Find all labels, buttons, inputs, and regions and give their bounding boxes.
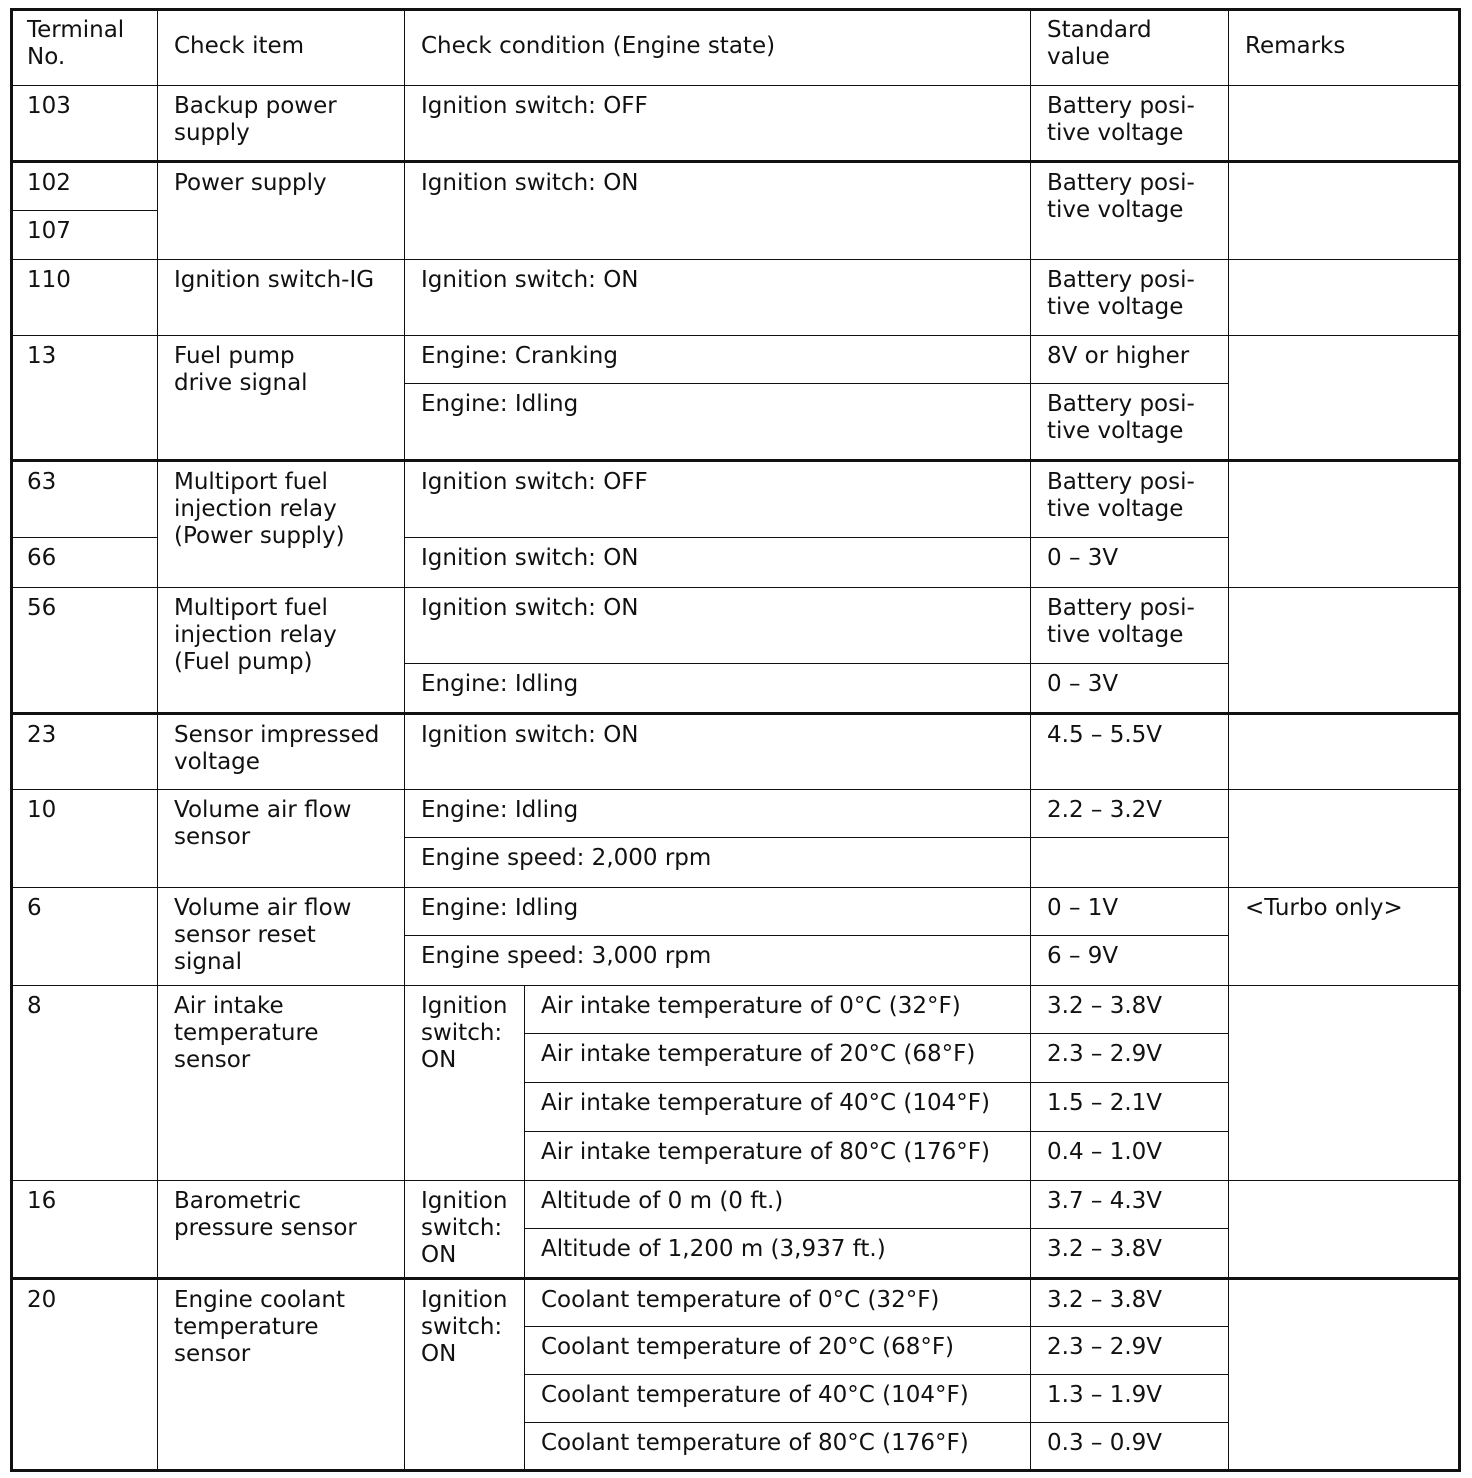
table-row: [12, 790, 1460, 838]
terminal-no: 66: [12, 538, 158, 588]
check-item: Ignition switch-IG: [158, 260, 405, 336]
standard-value: Battery posi- tive voltage: [1031, 384, 1229, 461]
check-item: Power supply: [158, 162, 405, 260]
ecu-terminal-check-table: [10, 8, 1461, 1472]
standard-value: 0.3 – 0.9V: [1031, 1423, 1229, 1471]
standard-value: 3.2 – 3.8V: [1031, 986, 1229, 1034]
remarks-cell: [1229, 86, 1460, 162]
table-row: [12, 986, 1460, 1034]
standard-value: 3.7 – 4.3V: [1031, 1181, 1229, 1229]
check-condition: Ignition switch: OFF: [405, 461, 1031, 538]
terminal-no: 63: [12, 461, 158, 538]
engine-state: Ignition switch: ON: [405, 1181, 525, 1279]
check-condition: Engine: Idling: [405, 664, 1031, 714]
remarks-cell: [1229, 790, 1460, 888]
remarks-cell: [1229, 714, 1460, 790]
check-condition: Ignition switch: ON: [405, 538, 1031, 588]
check-item: Backup power supply: [158, 86, 405, 162]
check-item: Air intake temperature sensor: [158, 986, 405, 1181]
check-condition: Ignition switch: ON: [405, 714, 1031, 790]
check-item: Fuel pump drive signal: [158, 336, 405, 461]
terminal-no: 110: [12, 260, 158, 336]
header-check-condition: Check condition (Engine state): [405, 10, 1031, 86]
check-condition: Coolant temperature of 0°C (32°F): [525, 1279, 1031, 1327]
check-condition: Air intake temperature of 20°C (68°F): [525, 1034, 1031, 1083]
header-row: [12, 10, 1460, 86]
check-item: Sensor impressed voltage: [158, 714, 405, 790]
remarks-cell: [1229, 260, 1460, 336]
standard-value: Battery posi- tive voltage: [1031, 260, 1229, 336]
terminal-no: 10: [12, 790, 158, 888]
check-condition: Air intake temperature of 40°C (104°F): [525, 1083, 1031, 1132]
standard-value: 3.2 – 3.8V: [1031, 1229, 1229, 1279]
terminal-no: 20: [12, 1279, 158, 1471]
check-condition: Ignition switch: ON: [405, 162, 1031, 260]
remarks-cell: [1229, 336, 1460, 461]
engine-state: Ignition switch: ON: [405, 986, 525, 1181]
standard-value: 0 – 3V: [1031, 664, 1229, 714]
remarks-turbo-only: <Turbo only>: [1229, 888, 1460, 986]
header-standard-value: Standard value: [1031, 10, 1229, 86]
check-condition: Air intake temperature of 0°C (32°F): [525, 986, 1031, 1034]
table-row: [12, 461, 1460, 538]
check-item: Barometric pressure sensor: [158, 1181, 405, 1279]
terminal-no: 107: [12, 211, 158, 260]
standard-value: Battery posi- tive voltage: [1031, 461, 1229, 538]
header-remarks: Remarks: [1229, 10, 1460, 86]
standard-value: Battery posi- tive voltage: [1031, 588, 1229, 664]
check-condition: Altitude of 1,200 m (3,937 ft.): [525, 1229, 1031, 1279]
standard-value: 6 – 9V: [1031, 936, 1229, 986]
table-row: [12, 1181, 1460, 1229]
standard-value: 2.2 – 3.2V: [1031, 790, 1229, 838]
standard-value: 4.5 – 5.5V: [1031, 714, 1229, 790]
terminal-no: 102: [12, 162, 158, 211]
header-terminal-no: Terminal No.: [12, 10, 158, 86]
remarks-cell: [1229, 1279, 1460, 1471]
standard-value: 1.5 – 2.1V: [1031, 1083, 1229, 1132]
standard-value: 0 – 1V: [1031, 888, 1229, 936]
remarks-cell: [1229, 1181, 1460, 1279]
check-item: Multiport fuel injection relay (Power supply): [158, 461, 405, 588]
terminal-no: 16: [12, 1181, 158, 1279]
header-check-item: Check item: [158, 10, 405, 86]
check-condition: Engine: Idling: [405, 384, 1031, 461]
standard-value: 2.3 – 2.9V: [1031, 1034, 1229, 1083]
check-condition: Engine speed: 2,000 rpm: [405, 838, 1031, 888]
check-condition: Engine speed: 3,000 rpm: [405, 936, 1031, 986]
terminal-no: 23: [12, 714, 158, 790]
check-item: Volume air flow sensor reset signal: [158, 888, 405, 986]
check-condition: Air intake temperature of 80°C (176°F): [525, 1132, 1031, 1181]
check-condition: Engine: Cranking: [405, 336, 1031, 384]
engine-state: Ignition switch: ON: [405, 1279, 525, 1471]
terminal-no: 6: [12, 888, 158, 986]
standard-value: 8V or higher: [1031, 336, 1229, 384]
remarks-cell: [1229, 986, 1460, 1181]
check-condition: Ignition switch: OFF: [405, 86, 1031, 162]
table-row: [12, 86, 1460, 162]
check-item: Multiport fuel injection relay (Fuel pump): [158, 588, 405, 714]
table-row: [12, 588, 1460, 664]
remarks-cell: [1229, 461, 1460, 588]
terminal-no: 13: [12, 336, 158, 461]
standard-value: Battery posi- tive voltage: [1031, 162, 1229, 260]
remarks-cell: [1229, 162, 1460, 260]
table-row: [12, 162, 1460, 211]
standard-value: 2.3 – 2.9V: [1031, 1327, 1229, 1375]
check-condition: Altitude of 0 m (0 ft.): [525, 1181, 1031, 1229]
remarks-cell: [1229, 588, 1460, 714]
table-row: [12, 888, 1460, 936]
table-row: [12, 260, 1460, 336]
standard-value: 0 – 3V: [1031, 538, 1229, 588]
check-condition: Ignition switch: ON: [405, 588, 1031, 664]
standard-value: 0.4 – 1.0V: [1031, 1132, 1229, 1181]
check-item: Engine coolant temperature sensor: [158, 1279, 405, 1471]
table-row: [12, 1279, 1460, 1327]
check-condition: Engine: Idling: [405, 790, 1031, 838]
check-condition: Coolant temperature of 40°C (104°F): [525, 1375, 1031, 1423]
check-condition: Coolant temperature of 20°C (68°F): [525, 1327, 1031, 1375]
standard-value: 3.2 – 3.8V: [1031, 1279, 1229, 1327]
check-condition: Coolant temperature of 80°C (176°F): [525, 1423, 1031, 1471]
standard-value: Battery posi- tive voltage: [1031, 86, 1229, 162]
check-condition: Engine: Idling: [405, 888, 1031, 936]
terminal-no: 56: [12, 588, 158, 714]
terminal-no: 8: [12, 986, 158, 1181]
table-row: [12, 336, 1460, 384]
standard-value: [1031, 838, 1229, 888]
table-row: [12, 714, 1460, 790]
check-item: Volume air flow sensor: [158, 790, 405, 888]
terminal-no: 103: [12, 86, 158, 162]
standard-value: 1.3 – 1.9V: [1031, 1375, 1229, 1423]
check-condition: Ignition switch: ON: [405, 260, 1031, 336]
